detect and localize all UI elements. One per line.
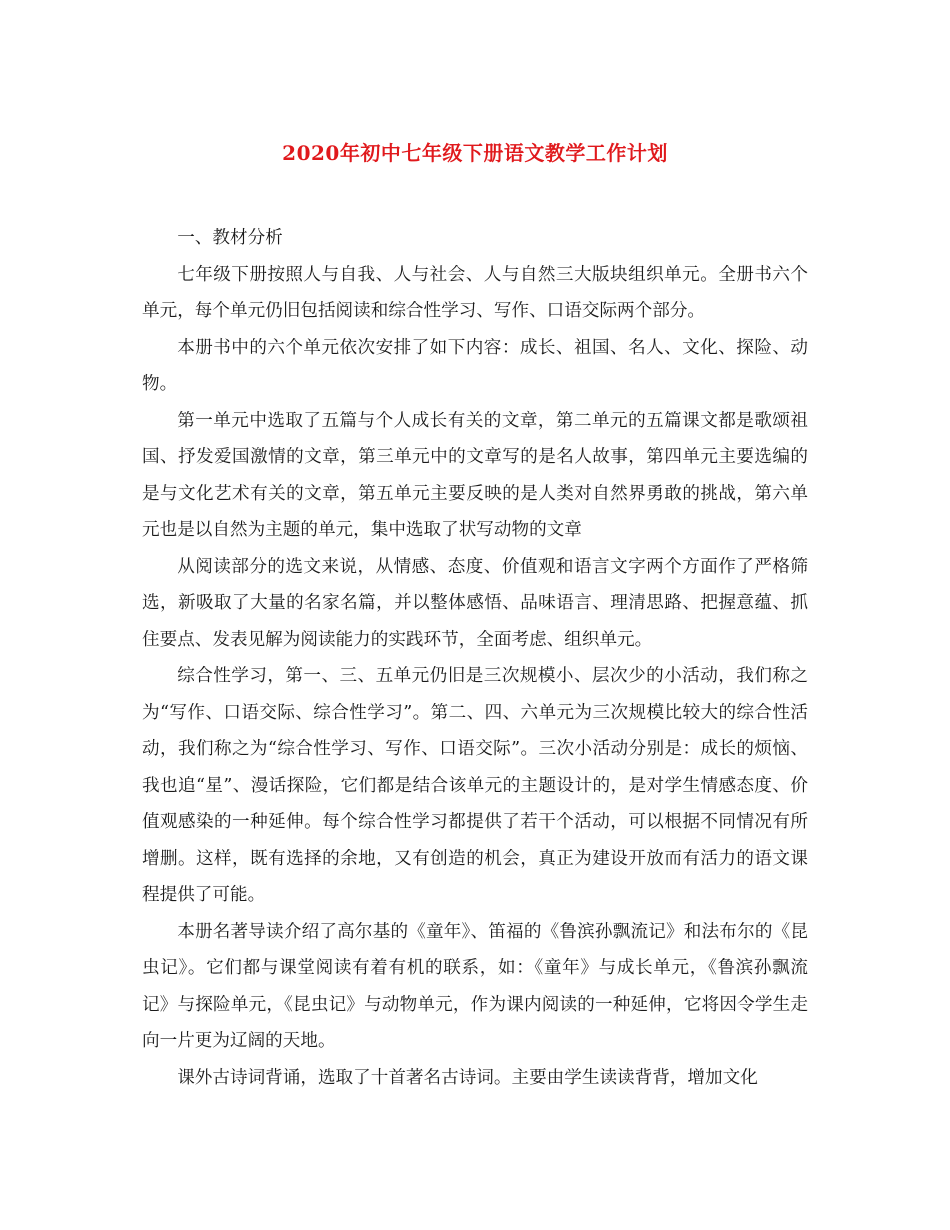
paragraph: 本册书中的六个单元依次安排了如下内容：成长、祖国、名人、文化、探险、动物。 <box>142 337 808 394</box>
section-heading: 一、教材分析 <box>177 228 283 248</box>
paragraph: 第一单元中选取了五篇与个人成长有关的文章，第二单元的五篇课文都是歌颂祖国、抒发爱国激情的文章，第三单元中的文章写的是名人故事，第四单元主要选编的是与文化艺术有关的文章，第五单元主要反映的是人类对自然界勇敢的挑战，第六单元也是以自然为主题的单元，集中选取了状写动物的文章 <box>142 410 808 540</box>
paragraph: 本册名著导读介绍了高尔基的《童年》、笛福的《鲁滨孙飘流记》和法布尔的《昆虫记》。它们都与课堂阅读有着有机的联系，如：《童年》与成长单元，《鲁滨孙飘流记》与探险单元，《昆虫记》与动物单元，作为课内阅读的一种延伸，它将因令学生走向一片更为辽阔的天地。 <box>142 921 808 1051</box>
paragraph: 从阅读部分的选文来说，从情感、态度、价值观和语言文字两个方面作了严格筛选，新吸取了大量的名家名篇，并以整体感悟、品味语言、理清思路、把握意蕴、抓住要点、发表见解为阅读能力的实践环节，全面考虑、组织单元。 <box>142 556 808 650</box>
paragraph: 七年级下册按照人与自我、人与社会、人与自然三大版块组织单元。全册书六个单元，每个单元仍旧包括阅读和综合性学习、写作、口语交际两个部分。 <box>142 264 808 321</box>
paragraph: 综合性学习，第一、三、五单元仍旧是三次规模小、层次少的小活动，我们称之为“写作、口语交际、综合性学习”。第二、四、六单元为三次规模比较大的综合性活动，我们称之为“综合性学习、写作、口语交际”。三次小活动分别是：成长的烦恼、我也追“星”、漫话探险，它们都是结合该单元的主题设计的，是对学生情感态度、价值观感染的一种延伸。每个综合性学习都提供了若干个活动，可以根据不同情况有所增删。这样，既有选择的余地，又有创造的机会，真正为建设开放而有活力的语文课程提供了可能。 <box>142 666 808 905</box>
paragraph: 课外古诗词背诵，选取了十首著名古诗词。主要由学生读读背背，增加文化 <box>177 1067 758 1088</box>
document-body <box>142 220 808 1096</box>
document-title: 2020年初中七年级下册语文教学工作计划 <box>282 141 668 165</box>
